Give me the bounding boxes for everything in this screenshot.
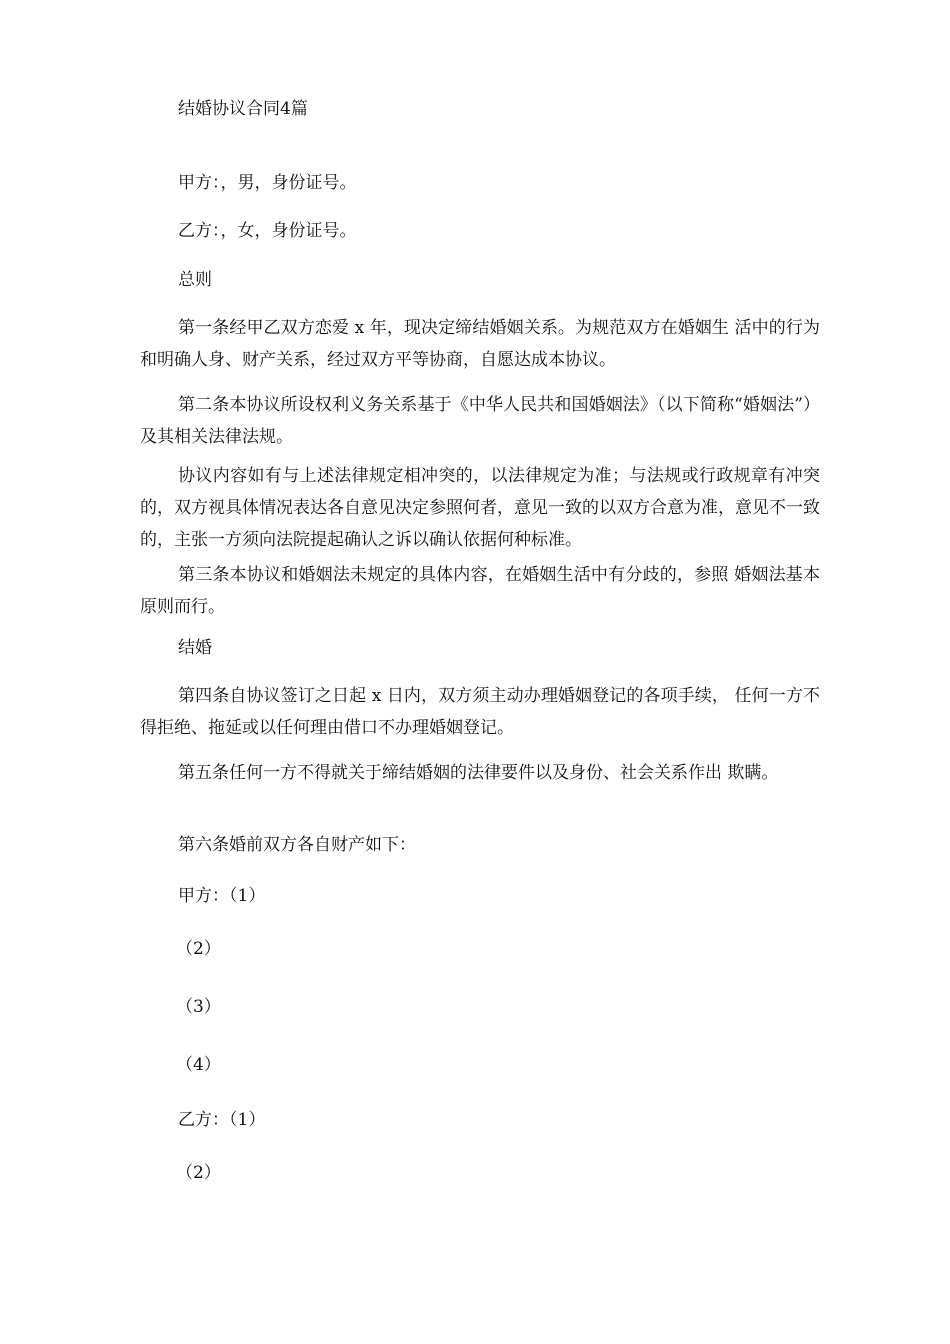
section-heading-general: 总则: [178, 270, 212, 290]
article-2: 第二条本协议所设权利义务关系基于《中华人民共和国婚姻法》（以下简称“婚姻法”）及其相关法律法规。: [140, 395, 820, 447]
article-5: 第五条任何一方不得就关于缔结婚姻的法律要件以及身份、社会关系作出 欺瞒。: [178, 763, 779, 783]
party-a-line: 甲方：，男，身份证号。: [178, 173, 357, 193]
party-a-asset-item: （3）: [176, 997, 221, 1017]
party-a-assets-label: 甲方：（1）: [178, 886, 266, 906]
article-2-note: 协议内容如有与上述法律规定相冲突的，以法律规定为准；与法规或行政规章有冲突的，双方视具体情况表达各自意见决定参照何者，意见一致的以双方合意为准，意见不一致的，主张一方须向法院提起确认之诉以确认依据何种标准。: [140, 466, 820, 550]
section-heading-marriage: 结婚: [178, 638, 212, 658]
document-title: 结婚协议合同4篇: [178, 99, 308, 119]
party-a-asset-item: （2）: [176, 939, 221, 959]
party-a-asset-item: （4）: [176, 1055, 221, 1075]
article-3: 第三条本协议和婚姻法未规定的具体内容，在婚姻生活中有分歧的，参照 婚姻法基本原则而行。: [140, 565, 820, 617]
party-b-assets-label: 乙方：（1）: [178, 1110, 266, 1130]
article-1: 第一条经甲乙双方恋爱 x 年，现决定缔结婚姻关系。为规范双方在婚姻生 活中的行为和明确人身、财产关系，经过双方平等协商，自愿达成本协议。: [140, 318, 820, 370]
article-4: 第四条自协议签订之日起 x 日内，双方须主动办理婚姻登记的各项手续， 任何一方不得拒绝、拖延或以任何理由借口不办理婚姻登记。: [140, 686, 820, 738]
party-b-line: 乙方：，女，身份证号。: [178, 221, 357, 241]
party-b-asset-item: （2）: [176, 1163, 221, 1183]
article-6: 第六条婚前双方各自财产如下：: [178, 835, 416, 855]
